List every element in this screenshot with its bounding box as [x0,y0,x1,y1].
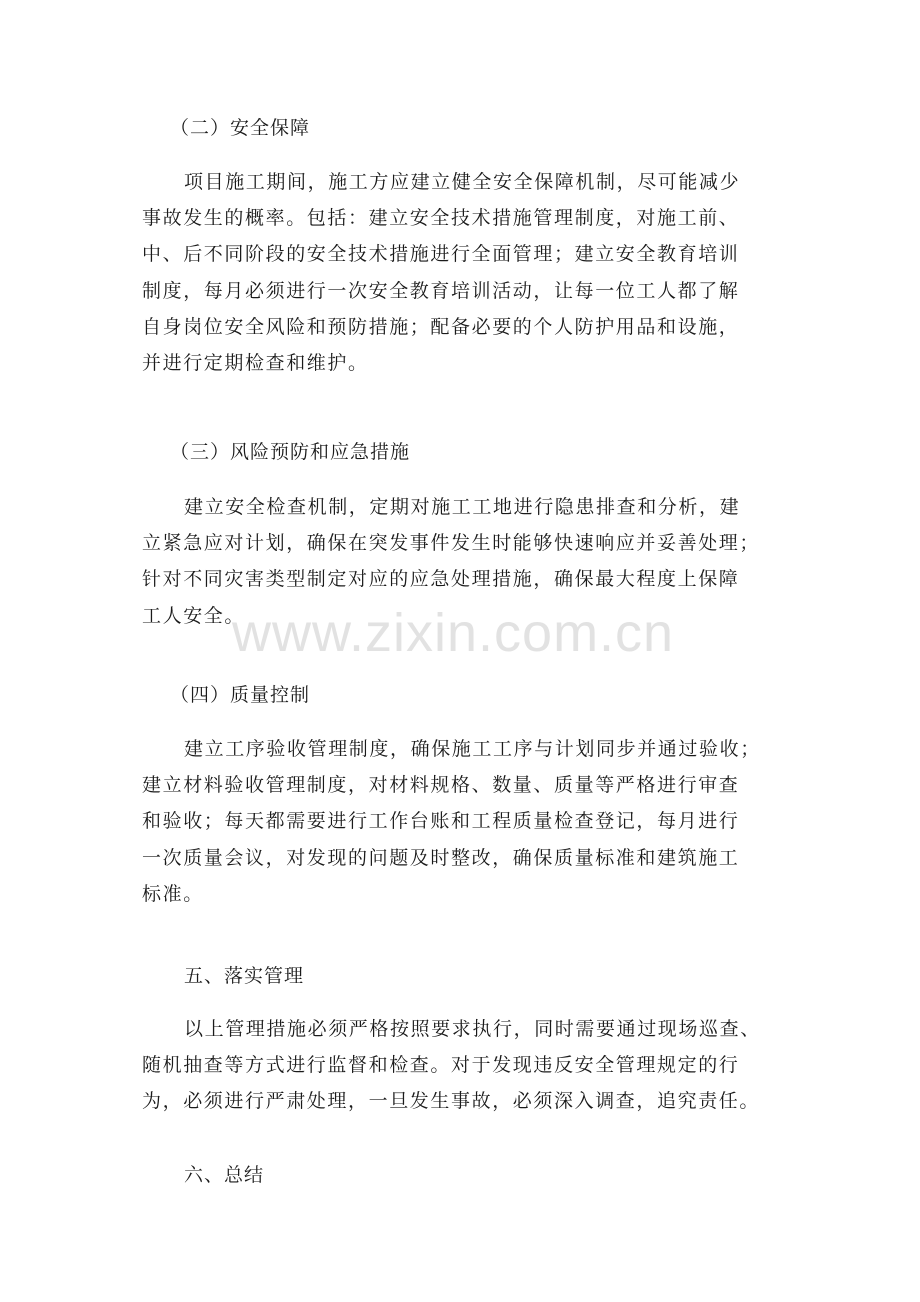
paragraph-line: 为，必须进行严肃处理，一旦发生事故，必须深入调查，追究责任。 [142,1090,761,1113]
section-heading-summary: 六、总结 [184,1164,265,1186]
paragraph-line: 和验收；每天都需要进行工作台账和工程质量检查登记，每月进行 [142,810,740,833]
paragraph-line: 制度，每月必须进行一次安全教育培训活动，让每一位工人都了解 [142,279,740,302]
paragraph-line: 建立工序验收管理制度，确保施工工序与计划同步并通过验收； [184,738,761,760]
paragraph-line: 工人安全。 [142,604,246,627]
paragraph-line: 以上管理措施必须严格按照要求执行，同时需要通过现场巡查、 [184,1018,761,1040]
watermark: www.zixin.com.cn [232,603,675,663]
paragraph-line: 针对不同灾害类型制定对应的应急处理措施，确保最大程度上保障 [142,568,740,591]
paragraph-line: 立紧急应对计划，确保在突发事件发生时能够快速响应并妥善处理； [142,532,761,555]
paragraph-line: 随机抽查等方式进行监督和检查。对于发现违反安全管理规定的行 [142,1054,740,1077]
paragraph-line: 建立安全检查机制，定期对施工工地进行隐患排查和分析，建 [184,496,741,518]
paragraph-risk-prevention [142,489,792,634]
section-heading-risk-prevention: （三）风险预防和应急措施 [170,441,411,463]
section-heading-safety-guarantee: （二）安全保障 [170,117,311,139]
section-heading-quality-control: （四）质量控制 [170,684,311,706]
paragraph-safety-guarantee [142,164,792,381]
paragraph-line: 自身岗位安全风险和预防措施；配备必要的个人防护用品和设施， [142,315,740,338]
paragraph-line: 中、后不同阶段的安全技术措施进行全面管理；建立安全教育培训 [142,243,740,266]
paragraph-line: 建立材料验收管理制度，对材料规格、数量、质量等严格进行审查 [142,774,740,797]
paragraph-line: 标准。 [142,882,204,905]
paragraph-line: 并进行定期检查和维护。 [142,352,369,375]
paragraph-line: 一次质量会议，对发现的问题及时整改，确保质量标准和建筑施工 [142,846,740,869]
paragraph-line: 事故发生的概率。包括：建立安全技术措施管理制度，对施工前、 [142,207,740,230]
paragraph-line: 项目施工期间，施工方应建立健全安全保障机制，尽可能减少 [184,171,741,193]
paragraph-implementation [142,1011,792,1120]
paragraph-quality-control [142,731,792,912]
section-heading-implementation: 五、落实管理 [184,965,305,987]
